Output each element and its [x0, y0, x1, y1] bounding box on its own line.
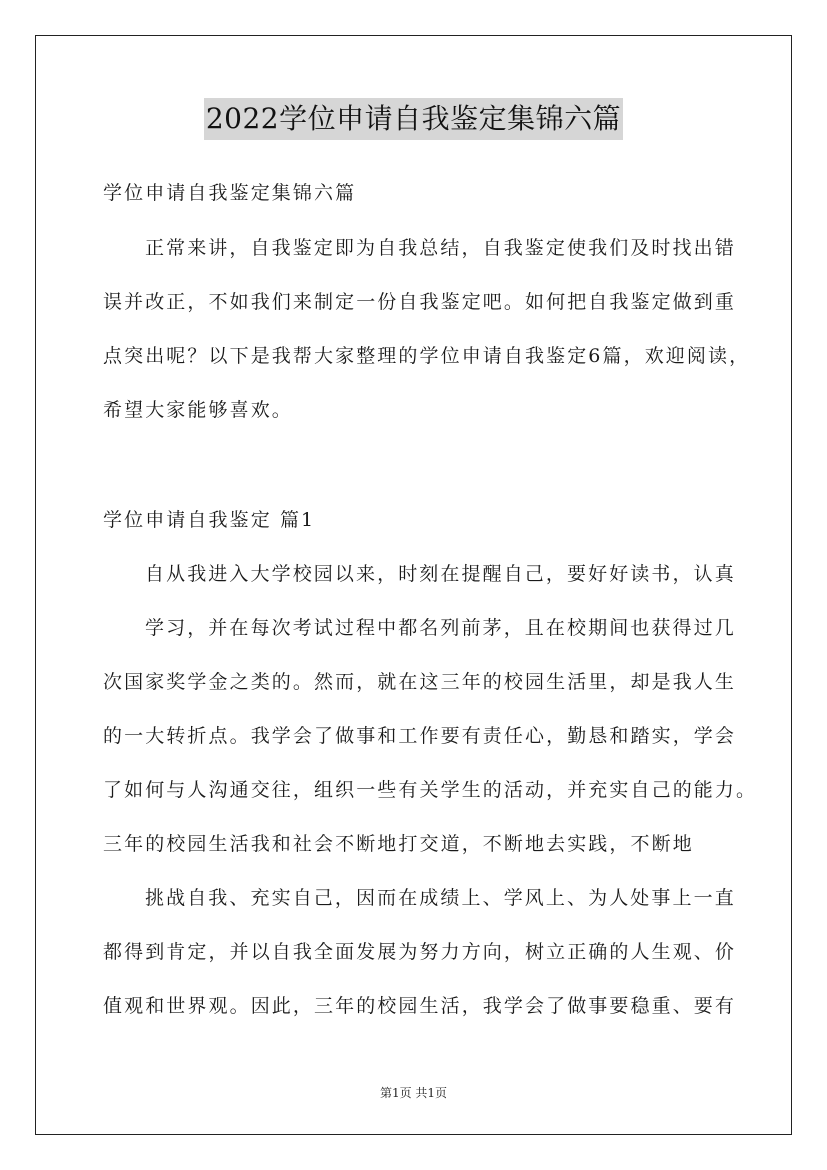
body-line: 挑战自我、充实自己，因而在成绩上、学风上、为人处事上一直 — [145, 887, 736, 909]
body-line: 自从我进入大学校园以来，时刻在提醒自己，要好好读书，认真 — [145, 563, 736, 585]
intro-line: 误并改正，不如我们来制定一份自我鉴定吧。如何把自我鉴定做到重 — [103, 291, 737, 313]
intro-line: 希望大家能够喜欢。 — [103, 399, 293, 421]
section-heading: 学位申请自我鉴定 篇1 — [103, 509, 316, 531]
body-line: 都得到肯定，并以自我全面发展为努力方向，树立正确的人生观、价 — [103, 941, 737, 963]
page-number-footer: 第1页 共1页 — [379, 1086, 448, 1100]
intro-line: 点突出呢？以下是我帮大家整理的学位申请自我鉴定6篇，欢迎阅读， — [103, 345, 751, 367]
body-line: 次国家奖学金之类的。然而，就在这三年的校园生活里，却是我人生 — [103, 671, 737, 693]
document-title: 2022学位申请自我鉴定集锦六篇 — [204, 98, 623, 140]
body-line: 了如何与人沟通交往，组织一些有关学生的活动，并充实自己的能力。 — [103, 779, 758, 801]
body-line: 三年的校园生活我和社会不断地打交道，不断地去实践，不断地 — [103, 833, 694, 855]
title-container — [0, 98, 827, 140]
body-line: 学习，并在每次考试过程中都名列前茅，且在校期间也获得过几 — [145, 617, 736, 639]
body-line: 值观和世界观。因此，三年的校园生活，我学会了做事要稳重、要有 — [103, 995, 737, 1017]
intro-line: 正常来讲，自我鉴定即为自我总结，自我鉴定使我们及时找出错 — [145, 237, 736, 259]
document-subtitle: 学位申请自我鉴定集锦六篇 — [103, 182, 357, 204]
body-line: 的一大转折点。我学会了做事和工作要有责任心，勤恳和踏实，学会 — [103, 725, 737, 747]
